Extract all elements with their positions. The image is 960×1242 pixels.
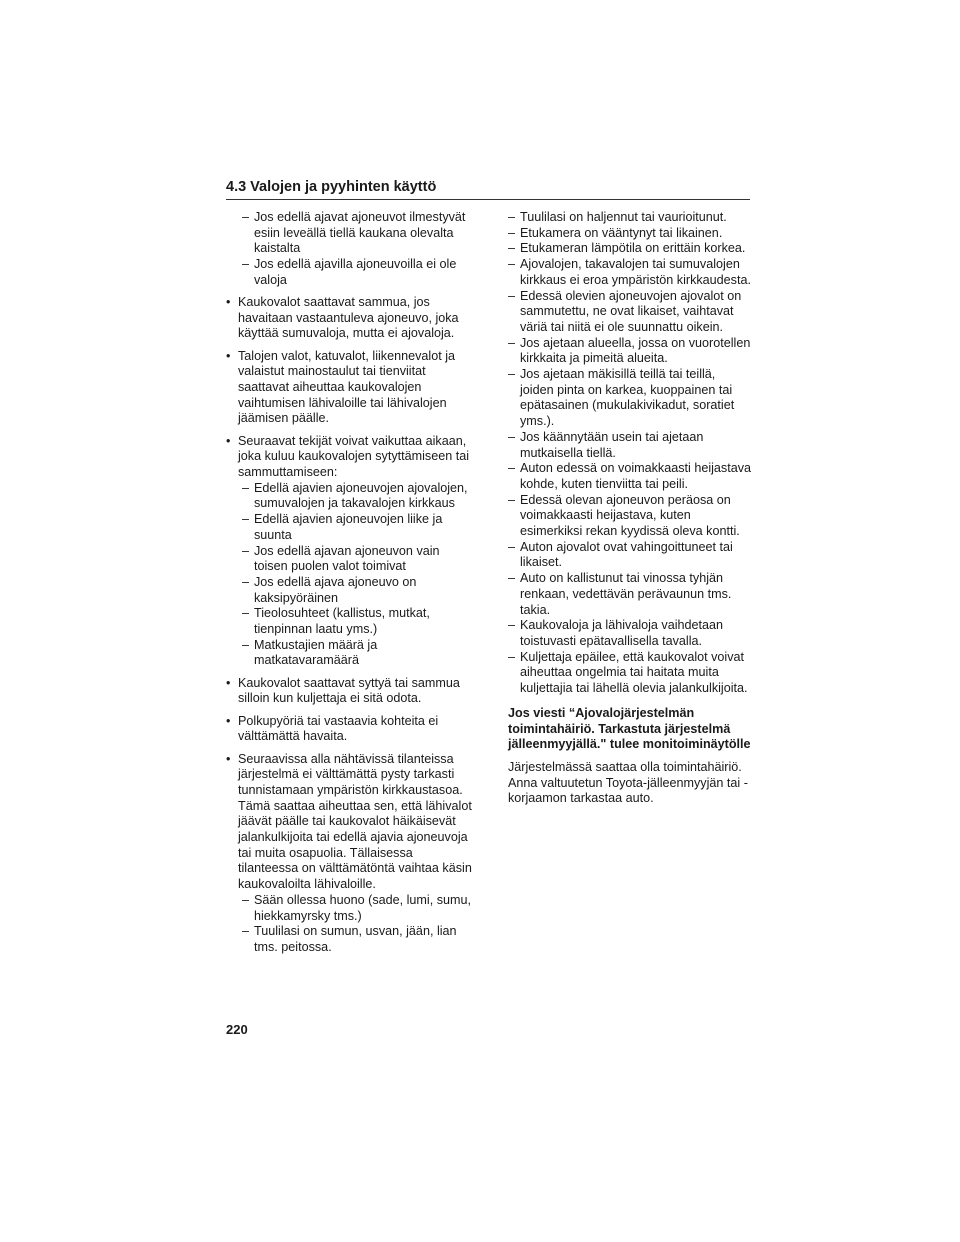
sub-item: – Sään ollessa huono (sade, lumi, sumu, hiekkamyrsky tms.) bbox=[242, 892, 472, 923]
sub-item: – Auton edessä on voimakkaasti heijastava kohde, kuten tienviitta tai peili. bbox=[508, 461, 752, 491]
right-sublist bbox=[492, 210, 752, 697]
sub-item: – Edellä ajavien ajoneuvojen ajovalojen, sumuvalojen ja takavalojen kirkkaus bbox=[242, 480, 468, 511]
sub-item: – Jos ajetaan mäkisillä teillä tai teillä, joiden pinta on karkea, kuoppainen tai epätasainen (mukulakivikadut, soratiet yms.). bbox=[508, 367, 735, 429]
bullet-item: • Seuraavat tekijät voivat vaikuttaa aikaan, joka kuluu kaukovalojen sytyttämiseen tai sammuttamiseen: bbox=[226, 433, 470, 480]
sub-item: – Jos edellä ajavat ajoneuvot ilmestyvät esiin leveällä tiellä kaukana olevalta kaistalta bbox=[242, 210, 466, 256]
sub-item: – Ajovalojen, takavalojen tai sumuvalojen kirkkaus ei eroa ympäristön kirkkaudesta. bbox=[508, 257, 751, 287]
sub-item: – Etukameran lämpötila on erittäin korkea. bbox=[508, 241, 746, 256]
bullet-item: • Polkupyöriä tai vastaavia kohteita ei välttämättä havaita. bbox=[226, 713, 439, 744]
bullet-item: • Seuraavissa alla nähtävissä tilanteissa järjestelmä ei välttämättä pysty tarkasti tunnistamaan ympäristön kirkkaustasoa. Tämä saattaa aiheuttaa sen, että lähivalot jäävät päälle tai kaukovalot häikäisevät jalankulkijoita tai edellä ajavia ajoneuvoja tai muita osapuolia. Tällaisessa tilanteessa on välttämätöntä vaihtaa käsin kaukovaloilta lähivaloille. bbox=[226, 751, 472, 892]
sub-item: – Matkustajien määrä ja matkatavaramäärä bbox=[242, 637, 378, 668]
sub-item: – Edessä olevien ajoneuvojen ajovalot on sammutettu, ne ovat likaiset, vaihtavat väriä tai niitä ei ole suunnattu oikein. bbox=[508, 288, 742, 334]
sub-item: – Tieolosuhteet (kallistus, mutkat, tienpinnan laatu yms.) bbox=[242, 606, 430, 637]
sub-item: – Tuulilasi on haljennut tai vaurioitunut. bbox=[508, 210, 727, 224]
sub-item: – Jos edellä ajavan ajoneuvon vain toisen puolen valot toimivat bbox=[242, 543, 440, 574]
bullet-item: • Talojen valot, katuvalot, liikennevalot ja valaistut mainostaulut tai tienviitat saattavat aiheuttaa kaukovalojen vaihtumisen lähivaloille tai lähivalojen jäämisen päälle. bbox=[226, 348, 456, 426]
bullet-item: • Kaukovalot saattavat syttyä tai sammua silloin kun kuljettaja ei sitä odota. bbox=[226, 675, 460, 706]
sub-item: – Edessä olevan ajoneuvon peräosa on voimakkaasti heijastava, kuten esimerkiksi rekan kyydissä oleva kontti. bbox=[508, 492, 740, 539]
sub-item: – Kaukovaloja ja lähivaloja vaihdetaan toistuvasti epätavallisella tavalla. bbox=[508, 618, 724, 648]
message-heading: Jos viesti “Ajovalojärjestelmän toimintahäiriö. Tarkastuta järjestelmä jälleenmyyjällä." tulee monitoiminäytölle bbox=[508, 705, 751, 752]
sub-item: – Kuljettaja epäilee, että kaukovalot voivat aiheuttaa ongelmia tai haitata muita kuljettajia tai lähellä olevia jalankulkijoita. bbox=[508, 649, 748, 696]
sub-item: – Jos ajetaan alueella, jossa on vuorotellen kirkkaita ja pimeitä alueita. bbox=[508, 335, 751, 366]
sub-item: – Jos käännytään usein tai ajetaan mutkaisella tiellä. bbox=[508, 429, 704, 460]
sub-item: – Tuulilasi on sumun, usvan, jään, lian tms. peitossa. bbox=[242, 924, 457, 954]
bullet-sublist bbox=[226, 893, 476, 956]
sub-item: – Auto on kallistunut tai vinossa tyhjän renkaan, vedettävän perävaunun tms. takia. bbox=[508, 571, 732, 617]
sub-item: – Etukamera on vääntynyt tai likainen. bbox=[508, 225, 723, 240]
sub-item: – Edellä ajavien ajoneuvojen liike ja suunta bbox=[242, 512, 443, 542]
left-column bbox=[226, 210, 476, 962]
bullet-item: • Kaukovalot saattavat sammua, jos havaitaan vastaantuleva ajoneuvo, joka käyttää sumuvaloja, mutta ei ajovaloja. bbox=[226, 295, 459, 341]
top-sublist bbox=[226, 210, 476, 289]
right-column bbox=[508, 210, 752, 807]
sub-item: – Jos edellä ajavilla ajoneuvoilla ei ole valoja bbox=[242, 257, 457, 287]
bullet-sublist bbox=[226, 481, 476, 669]
sub-item: – Auton ajovalot ovat vahingoittuneet tai likaiset. bbox=[508, 539, 733, 570]
sub-item: – Jos edellä ajava ajoneuvo on kaksipyöräinen bbox=[242, 574, 417, 605]
section-header: 4.3 Valojen ja pyyhinten käyttö bbox=[226, 178, 750, 200]
message-paragraph: Järjestelmässä saattaa olla toimintahäiriö. Anna valtuutetun Toyota-jälleenmyyjän tai -korjaamon tarkastaa auto. bbox=[508, 759, 748, 806]
page-number: 220 bbox=[226, 1022, 248, 1037]
